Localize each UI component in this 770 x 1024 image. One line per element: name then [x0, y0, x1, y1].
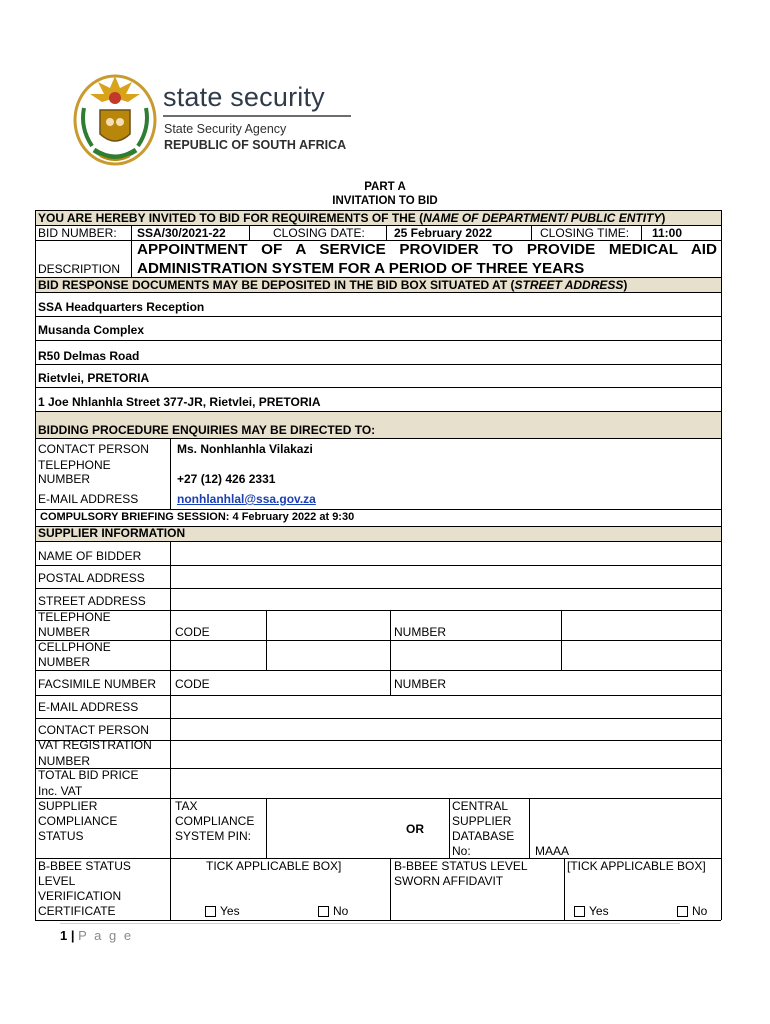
- closing-date-label: CLOSING DATE:: [273, 226, 365, 240]
- tax-pin-label: SYSTEM PIN:: [175, 829, 252, 843]
- closing-date-value: 25 February 2022: [394, 226, 493, 240]
- bbbee-label: VERIFICATION: [38, 889, 122, 903]
- country-name: REPUBLIC OF SOUTH AFRICA: [164, 138, 347, 152]
- supplier-heading: SUPPLIER INFORMATION: [38, 526, 186, 540]
- compliance-label: COMPLIANCE: [38, 814, 118, 828]
- certificate-no-checkbox[interactable]: No: [318, 904, 348, 918]
- csd-prefix: MAAA: [535, 844, 570, 858]
- telephone-number-label: TELEPHONE: [38, 610, 111, 624]
- bbbee-label: B-BBEE STATUS: [38, 859, 131, 873]
- supplier-contact-label: CONTACT PERSON: [38, 723, 149, 737]
- affidavit-yes-checkbox[interactable]: Yes: [574, 904, 609, 918]
- address-line: SSA Headquarters Reception: [38, 300, 205, 314]
- description-line-1: APPOINTMENT OF A SERVICE PROVIDER TO PROVIDE MEDICAL AID: [137, 241, 717, 258]
- fax-code-label: CODE: [175, 677, 210, 691]
- bbbee-label: CERTIFICATE: [38, 904, 116, 918]
- fax-number-label: NUMBER: [394, 677, 447, 691]
- bid-price-label: Inc. VAT: [38, 784, 83, 798]
- enquiries-heading: BIDDING PROCEDURE ENQUIRIES MAY BE DIRECTED TO:: [38, 423, 376, 437]
- affidavit-label: B-BBEE STATUS LEVEL: [394, 859, 528, 873]
- checkbox-icon[interactable]: [677, 906, 688, 917]
- intro-text: YOU ARE HEREBY INVITED TO BID FOR REQUIREMENTS OF THE (NAME OF DEPARTMENT/ PUBLIC ENTITY): [38, 211, 666, 225]
- briefing-session: COMPULSORY BRIEFING SESSION: 4 February 2022 at 9:30: [40, 511, 355, 523]
- certificate-yes-checkbox[interactable]: Yes: [205, 904, 240, 918]
- coat-of-arms-logo: [70, 68, 160, 168]
- supplier-email-label: E-MAIL ADDRESS: [38, 700, 139, 714]
- postal-address-label: POSTAL ADDRESS: [38, 571, 145, 585]
- fax-label: FACSIMILE NUMBER: [38, 677, 157, 691]
- or-label: OR: [406, 822, 424, 836]
- tax-pin-label: TAX: [175, 799, 198, 813]
- cellphone-label: NUMBER: [38, 655, 91, 669]
- email-label: E-MAIL ADDRESS: [38, 492, 139, 506]
- compliance-label: STATUS: [38, 829, 84, 843]
- telephone-value: +27 (12) 426 2331: [177, 472, 276, 486]
- contact-person-label: CONTACT PERSON: [38, 442, 149, 456]
- csd-label: DATABASE: [452, 829, 515, 843]
- closing-time-value: 11:00: [652, 226, 683, 240]
- csd-label: CENTRAL: [452, 799, 509, 813]
- tax-pin-label: COMPLIANCE: [175, 814, 255, 828]
- telephone-number-label: NUMBER: [38, 625, 91, 639]
- description-label: DESCRIPTION: [38, 262, 121, 276]
- closing-time-label: CLOSING TIME:: [540, 226, 630, 240]
- description-line-2: ADMINISTRATION SYSTEM FOR A PERIOD OF THREE YEARS: [137, 260, 585, 277]
- checkbox-icon[interactable]: [574, 906, 585, 917]
- bidder-name-label: NAME OF BIDDER: [38, 549, 142, 563]
- page-footer: 1 | P a g e: [60, 928, 134, 943]
- address-line: Musanda Complex: [38, 323, 145, 337]
- address-line: R50 Delmas Road: [38, 349, 140, 363]
- brand-divider: [163, 115, 351, 117]
- deposit-text: BID RESPONSE DOCUMENTS MAY BE DEPOSITED IN THE BID BOX SITUATED AT (STREET ADDRESS): [38, 278, 628, 292]
- vat-label: VAT REGISTRATION: [38, 738, 152, 752]
- bid-number-value: SSA/30/2021-22: [137, 226, 226, 240]
- invitation-heading: INVITATION TO BID: [332, 195, 438, 207]
- street-address-label: STREET ADDRESS: [38, 594, 146, 608]
- brand-title: state security: [163, 82, 325, 112]
- agency-name: State Security Agency: [164, 122, 287, 136]
- contact-person-value: Ms. Nonhlanhla Vilakazi: [177, 442, 313, 456]
- checkbox-icon[interactable]: [318, 906, 329, 917]
- csd-label: No:: [452, 844, 471, 858]
- tel-number-label: NUMBER: [394, 625, 447, 639]
- checkbox-icon[interactable]: [205, 906, 216, 917]
- tick-instruction-right: [TICK APPLICABLE BOX]: [567, 859, 706, 873]
- footer-divider: [60, 923, 680, 924]
- csd-label: SUPPLIER: [452, 814, 512, 828]
- tel-code-label: CODE: [175, 625, 210, 639]
- address-line: Rietvlei, PRETORIA: [38, 371, 150, 385]
- telephone-label: TELEPHONE: [38, 458, 111, 472]
- bbbee-label: LEVEL: [38, 874, 76, 888]
- bid-price-label: TOTAL BID PRICE: [38, 768, 139, 782]
- bid-number-label: BID NUMBER:: [38, 226, 117, 240]
- email-link[interactable]: nonhlanhlal@ssa.gov.za: [177, 492, 316, 506]
- affidavit-label: SWORN AFFIDAVIT: [394, 874, 504, 888]
- affidavit-no-checkbox[interactable]: No: [677, 904, 707, 918]
- telephone-label: NUMBER: [38, 472, 91, 486]
- vat-label: NUMBER: [38, 754, 91, 768]
- address-line: 1 Joe Nhlanhla Street 377-JR, Rietvlei, PRETORIA: [38, 395, 321, 409]
- tick-instruction-left: TICK APPLICABLE BOX]: [206, 859, 342, 873]
- part-heading: PART A: [364, 181, 406, 193]
- compliance-label: SUPPLIER: [38, 799, 98, 813]
- cellphone-label: CELLPHONE: [38, 640, 111, 654]
